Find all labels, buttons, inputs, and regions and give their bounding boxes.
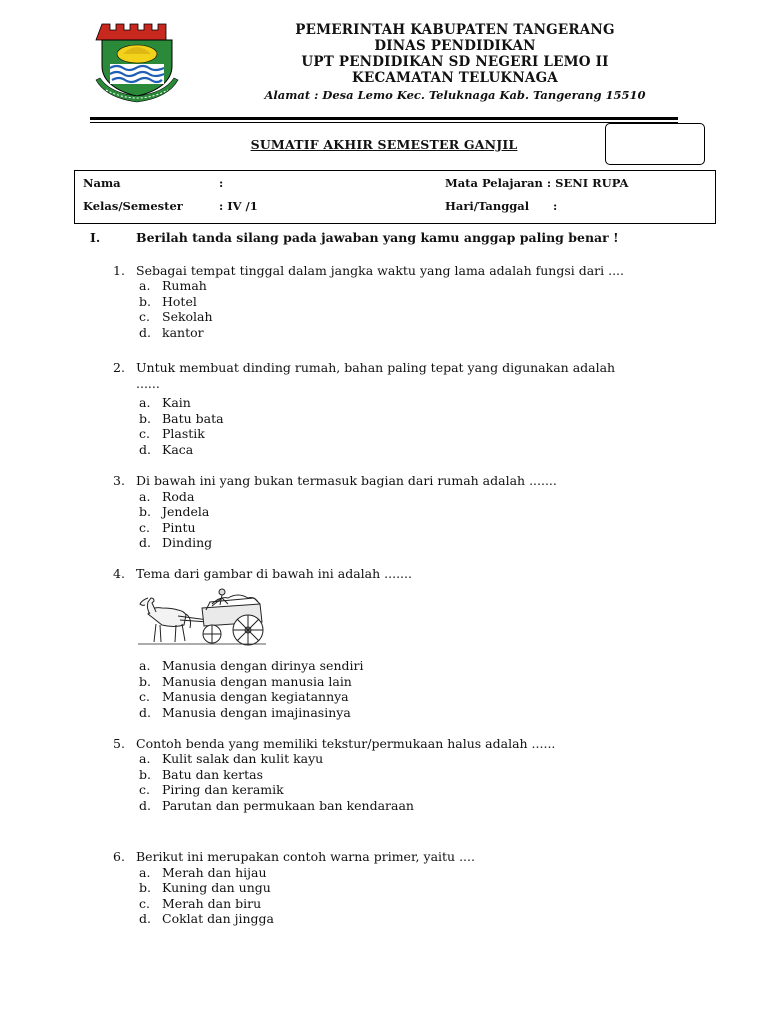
question-number: 4. [113, 566, 125, 581]
option-text: Dinding [162, 535, 213, 550]
option-text: Rumah [162, 278, 207, 293]
option-letter: a. [139, 751, 151, 766]
option-text: Merah dan biru [162, 896, 262, 911]
option-text: Batu bata [162, 411, 224, 426]
option-letter: c. [139, 689, 150, 704]
question-number: 1. [113, 263, 125, 278]
option-text: Kaca [162, 442, 194, 457]
option-text: Pintu [162, 520, 196, 535]
option-text: Manusia dengan dirinya sendiri [162, 658, 364, 673]
question-number: 3. [113, 473, 125, 488]
option-text: Batu dan kertas [162, 767, 264, 782]
option-text: Kuning dan ungu [162, 880, 271, 895]
letterhead [210, 22, 700, 103]
option-letter: a. [139, 489, 151, 504]
option-text: Roda [162, 489, 195, 504]
option-text: Sekolah [162, 309, 213, 324]
class-semester-value: : IV /1 [219, 199, 258, 213]
option-letter: b. [139, 504, 151, 519]
name-colon[interactable]: : [219, 176, 224, 190]
option-letter: d. [139, 535, 151, 550]
option-letter: d. [139, 798, 151, 813]
letterhead-divider-thin [90, 122, 678, 123]
question-text: Tema dari gambar di bawah ini adalah ....... [136, 566, 412, 581]
question-text-continuation: ...... [136, 376, 160, 391]
question-number: 5. [113, 736, 125, 751]
option-letter: d. [139, 442, 151, 457]
option-text: Kulit salak dan kulit kayu [162, 751, 324, 766]
question-text: Sebagai tempat tinggal dalam jangka waktu yang lama adalah fungsi dari .... [136, 263, 625, 278]
option-text: Manusia dengan imajinasinya [162, 705, 351, 720]
option-letter: c. [139, 896, 150, 911]
question-text: Untuk membuat dinding rumah, bahan paling tepat yang digunakan adalah [136, 360, 616, 375]
option-letter: c. [139, 309, 150, 324]
student-identity-box [74, 170, 716, 224]
letterhead-line: UPT PENDIDIKAN SD NEGERI LEMO II [301, 54, 609, 70]
option-letter: d. [139, 705, 151, 720]
option-letter: c. [139, 520, 150, 535]
option-text: Plastik [162, 426, 205, 441]
school-address: Alamat : Desa Lemo Kec. Teluknaga Kab. Tangerang 15510 [264, 88, 646, 102]
option-letter: b. [139, 294, 151, 309]
option-letter: d. [139, 325, 151, 340]
question-text: Contoh benda yang memiliki tekstur/permukaan halus adalah ...... [136, 736, 556, 751]
option-text: Hotel [162, 294, 197, 309]
option-letter: b. [139, 411, 151, 426]
question-text: Berikut ini merupakan contoh warna primer, yaitu .... [136, 849, 475, 864]
regency-crest-icon [94, 20, 180, 106]
option-letter: c. [139, 426, 150, 441]
option-text: Coklat dan jingga [162, 911, 274, 926]
option-letter: b. [139, 880, 151, 895]
letterhead-divider [90, 117, 678, 120]
option-text: Parutan dan permukaan ban kendaraan [162, 798, 414, 813]
name-label: Nama [83, 176, 121, 190]
option-letter: a. [139, 658, 151, 673]
letterhead-line: DINAS PENDIDIKAN [374, 38, 536, 54]
option-letter: b. [139, 767, 151, 782]
option-letter: a. [139, 395, 151, 410]
letterhead-line: KECAMATAN TELUKNAGA [352, 70, 558, 86]
option-letter: c. [139, 782, 150, 797]
question-text: Di bawah ini yang bukan termasuk bagian dari rumah adalah ....... [136, 473, 557, 488]
section-numeral: I. [90, 230, 101, 245]
option-letter: a. [139, 865, 151, 880]
day-date-label: Hari/Tanggal [445, 199, 530, 213]
letterhead-line: PEMERINTAH KABUPATEN TANGERANG [295, 22, 615, 38]
option-text: Manusia dengan kegiatannya [162, 689, 349, 704]
score-box[interactable] [605, 123, 705, 165]
subject-label: Mata Pelajaran : SENI RUPA [445, 176, 629, 190]
option-text: kantor [162, 325, 204, 340]
option-letter: a. [139, 278, 151, 293]
day-date-colon[interactable]: : [553, 199, 558, 213]
option-text: Piring dan keramik [162, 782, 284, 797]
exam-title-text: SUMATIF AKHIR SEMESTER GANJIL [250, 137, 518, 152]
option-text: Manusia dengan manusia lain [162, 674, 352, 689]
question-number: 6. [113, 849, 125, 864]
section-instruction: Berilah tanda silang pada jawaban yang kamu anggap paling benar ! [136, 230, 619, 245]
option-letter: d. [139, 911, 151, 926]
option-letter: b. [139, 674, 151, 689]
question-number: 2. [113, 360, 125, 375]
class-semester-label: Kelas/Semester [83, 199, 183, 213]
option-text: Jendela [162, 504, 210, 519]
horse-cart-illustration [136, 584, 270, 650]
option-text: Kain [162, 395, 191, 410]
option-text: Merah dan hijau [162, 865, 267, 880]
